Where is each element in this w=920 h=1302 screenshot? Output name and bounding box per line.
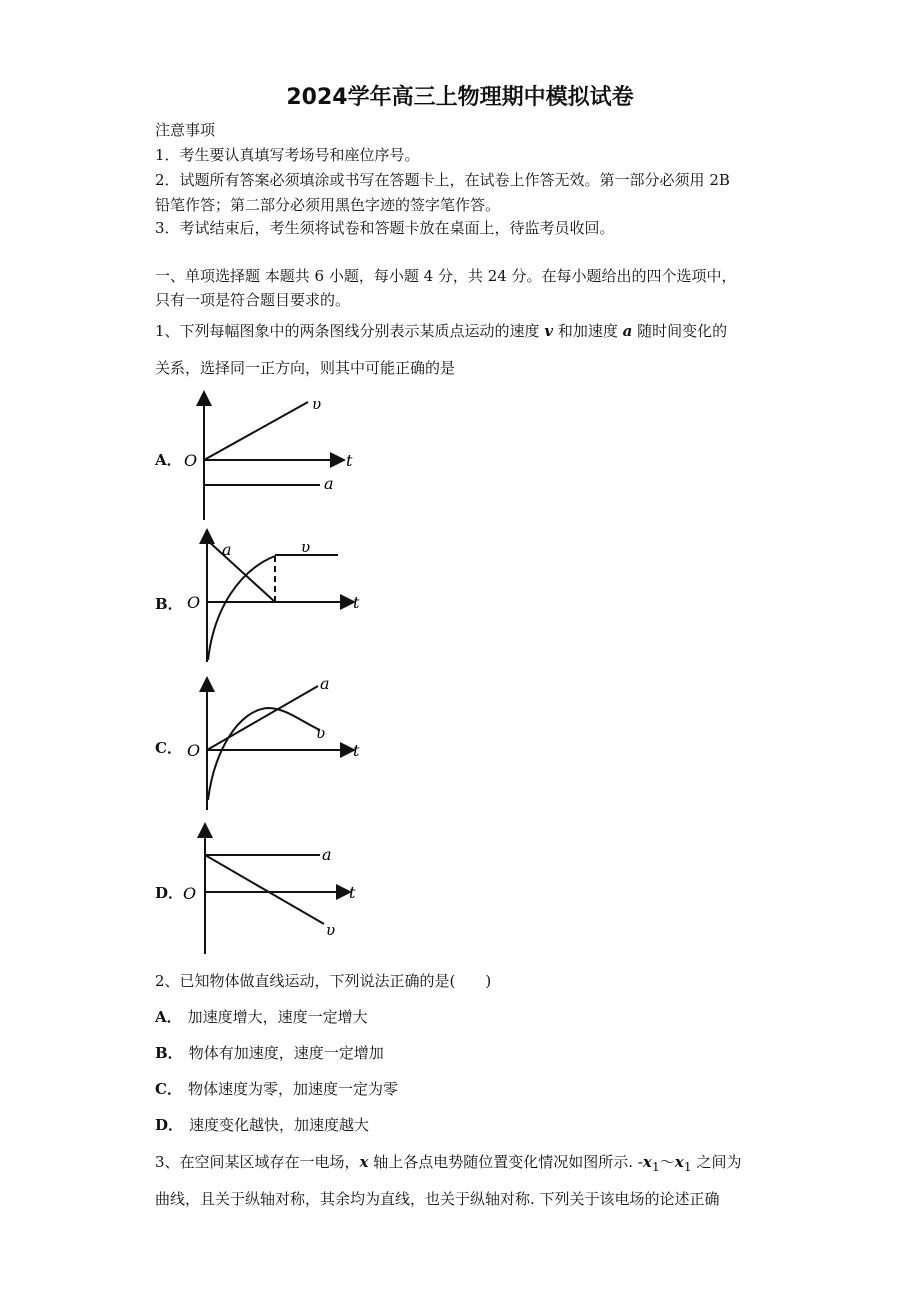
t-label: t bbox=[349, 883, 356, 902]
a-label: a bbox=[320, 674, 330, 693]
a-label: a bbox=[324, 474, 334, 493]
a-label: a bbox=[322, 845, 332, 864]
v-line bbox=[205, 855, 324, 924]
q1-stem-mid: 和加速度 bbox=[557, 322, 618, 340]
page-title: 2024学年高三上物理期中模拟试卷 bbox=[286, 85, 634, 110]
a-line bbox=[207, 686, 318, 750]
q3-stem-line1 bbox=[155, 1152, 741, 1177]
section-heading-line1: 一、单项选择题 本题共 6 小题，每小题 4 分，共 24 分。在每小题给出的四个选项中， bbox=[155, 267, 737, 285]
q2-choice-d bbox=[155, 1115, 369, 1135]
q3-text-b: 轴上各点电势随位置变化情况如图所示. - bbox=[368, 1153, 643, 1171]
q1-graph-b bbox=[180, 528, 365, 664]
q1-option-d-label: D． bbox=[155, 884, 184, 902]
q3-stem-line2: 曲线，且关于纵轴对称，其余均为直线，也关于纵轴对称. 下列关于该电场的论述正确 bbox=[155, 1190, 720, 1208]
q1-option-b-label: B． bbox=[155, 595, 183, 613]
q2-choice-c bbox=[155, 1079, 398, 1099]
notice-item-2-cont: 铅笔作答；第二部分必须用黑色字迹的签字笔作答。 bbox=[155, 196, 501, 214]
a-line bbox=[207, 540, 275, 602]
q2-choice-c-label: C． bbox=[155, 1080, 182, 1098]
t-label: t bbox=[346, 451, 353, 470]
notice-item-1: 1．考生要认真填写考场号和座位序号。 bbox=[155, 146, 420, 164]
q2-choice-b bbox=[155, 1043, 384, 1063]
t-label: t bbox=[353, 593, 360, 612]
q3-var-x1: x bbox=[674, 1153, 684, 1171]
q1-stem-suffix: 随时间变化的 bbox=[637, 322, 728, 340]
v-line bbox=[204, 402, 308, 460]
q2-choice-b-text: 物体有加速度，速度一定增加 bbox=[188, 1044, 384, 1062]
origin-label: O bbox=[187, 593, 201, 612]
q1-graph-a bbox=[180, 388, 360, 523]
notice-item-2: 2．试题所有答案必须填涂或书写在答题卡上，在试卷上作答无效。第一部分必须用 2B bbox=[155, 171, 730, 189]
t-label: t bbox=[353, 741, 360, 760]
v-curve bbox=[208, 708, 320, 800]
q1-option-c-label: C． bbox=[155, 739, 182, 757]
v-label: υ bbox=[301, 538, 311, 556]
q1-var-a: a bbox=[622, 322, 633, 340]
q2-choice-a-text: 加速度增大，速度一定增大 bbox=[187, 1008, 368, 1026]
q2-stem: 2、已知物体做直线运动，下列说法正确的是( ) bbox=[155, 972, 492, 990]
origin-label: O bbox=[187, 741, 201, 760]
q1-var-v: v bbox=[544, 322, 554, 340]
q2-choice-d-text: 速度变化越快，加速度越大 bbox=[189, 1116, 370, 1134]
q1-graph-c bbox=[180, 672, 365, 812]
q1-option-a-label: A． bbox=[155, 451, 182, 469]
origin-label: O bbox=[183, 884, 197, 903]
a-label: a bbox=[222, 540, 232, 559]
q1-graph-d bbox=[180, 820, 365, 956]
q2-choice-c-text: 物体速度为零，加速度一定为零 bbox=[187, 1080, 398, 1098]
q2-choice-a bbox=[155, 1007, 368, 1027]
q1-stem-line1 bbox=[155, 321, 727, 341]
q3-text-c: ～ bbox=[659, 1153, 675, 1171]
q3-text-d: 之间为 bbox=[691, 1153, 742, 1171]
v-label: υ bbox=[312, 395, 322, 413]
q3-text-a: 3、在空间某区域存在一电场， bbox=[155, 1153, 360, 1171]
v-label: υ bbox=[316, 724, 326, 742]
q1-stem-line2: 关系，选择同一正方向，则其中可能正确的是 bbox=[155, 359, 456, 377]
q3-var-x1-neg: x bbox=[642, 1153, 652, 1171]
q3-var-x: x bbox=[359, 1153, 369, 1171]
q2-choice-b-label: B． bbox=[155, 1044, 183, 1062]
notice-heading: 注意事项 bbox=[155, 121, 216, 139]
q3-sub-1: 1 bbox=[651, 1159, 660, 1174]
q2-choice-a-label: A． bbox=[155, 1008, 182, 1026]
section-heading-line2: 只有一项是符合题目要求的。 bbox=[155, 291, 351, 309]
origin-label: O bbox=[184, 451, 198, 470]
q2-choice-d-label: D． bbox=[155, 1116, 184, 1134]
q3-sub-2: 1 bbox=[683, 1159, 692, 1174]
notice-item-3: 3．考试结束后，考生须将试卷和答题卡放在桌面上，待监考员收回。 bbox=[155, 219, 615, 237]
q1-stem-prefix: 1、下列每幅图象中的两条图线分别表示某质点运动的速度 bbox=[155, 322, 540, 340]
v-label: υ bbox=[326, 921, 336, 939]
